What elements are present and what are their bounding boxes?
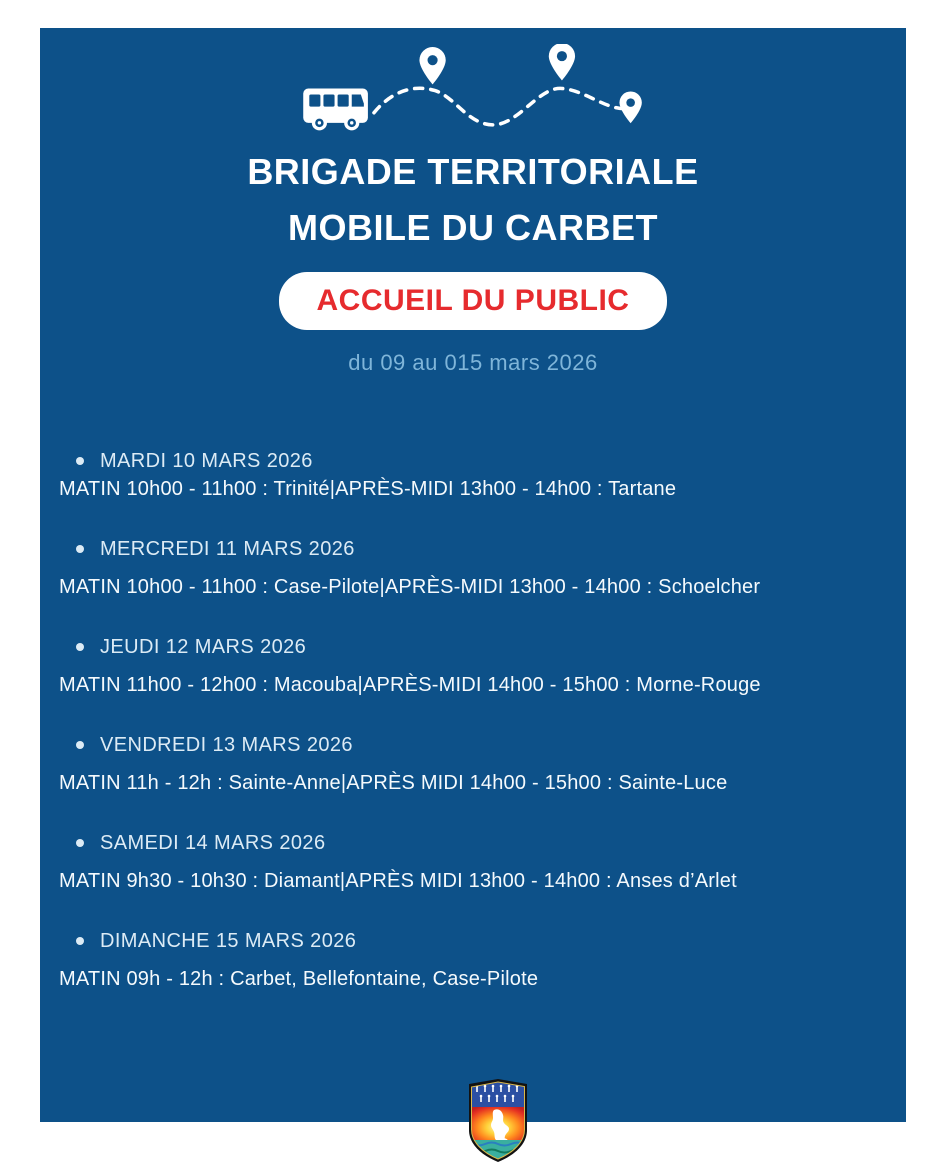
schedule-day-label: MARDI 10 MARS 2026 [100, 449, 313, 472]
schedule-day-label: VENDREDI 13 MARS 2026 [100, 733, 353, 756]
schedule-entry [59, 634, 882, 698]
schedule-day-label: SAMEDI 14 MARS 2026 [100, 831, 326, 854]
bus-icon [303, 88, 368, 130]
schedule-entry [59, 928, 882, 992]
schedule-detail: MATIN 11h00 - 12h00 : Macouba|APRÈS-MIDI 14h00 - 15h00 : Morne-Rouge [59, 673, 761, 696]
date-range: du 09 au 015 mars 2026 [348, 349, 598, 375]
schedule-detail: MATIN 11h - 12h : Sainte-Anne|APRÈS MIDI 14h00 - 15h00 : Sainte-Luce [59, 771, 728, 794]
schedule-entry [59, 830, 882, 894]
schedule-detail: MATIN 09h - 12h : Carbet, Bellefontaine, Case-Pilote [59, 967, 539, 990]
schedule-detail: MATIN 9h30 - 10h30 : Diamant|APRÈS MIDI 13h00 - 14h00 : Anses d’Arlet [59, 869, 737, 892]
map-pin-icon [419, 47, 445, 84]
schedule-day [76, 732, 882, 758]
route-graphic [283, 44, 663, 140]
schedule-entry [59, 536, 882, 600]
schedule-day-label: JEUDI 12 MARS 2026 [100, 635, 307, 658]
title-line-2: MOBILE DU CARBET [288, 206, 658, 248]
blue-panel [40, 28, 906, 1122]
schedule-day [76, 536, 882, 562]
schedule-day-label: MERCREDI 11 MARS 2026 [100, 537, 355, 560]
accueil-badge: ACCUEIL DU PUBLIC [279, 272, 668, 330]
page-title [40, 144, 906, 256]
schedule-day [76, 830, 882, 856]
schedule-detail: MATIN 10h00 - 11h00 : Trinité|APRÈS-MIDI 13h00 - 14h00 : Tartane [59, 477, 677, 500]
schedule-detail: MATIN 10h00 - 11h00 : Case-Pilote|APRÈS-MIDI 13h00 - 14h00 : Schoelcher [59, 575, 761, 598]
title-line-1: BRIGADE TERRITORIALE [247, 151, 699, 192]
schedule-day-label: DIMANCHE 15 MARS 2026 [100, 929, 357, 952]
schedule-day [76, 928, 882, 954]
bullet-dot-icon [76, 937, 84, 945]
schedule-day [76, 448, 882, 474]
map-pin-icon [619, 91, 641, 123]
route-dashed-line [374, 88, 625, 125]
bullet-dot-icon [76, 457, 84, 465]
bullet-dot-icon [76, 643, 84, 651]
badge-container [40, 272, 906, 330]
bullet-dot-icon [76, 545, 84, 553]
schedule-list [40, 448, 906, 992]
bullet-dot-icon [76, 839, 84, 847]
martinique-crest-logo [466, 1078, 530, 1163]
schedule-day [76, 634, 882, 660]
schedule-entry [59, 448, 882, 502]
bullet-dot-icon [76, 741, 84, 749]
schedule-entry [59, 732, 882, 796]
map-pin-icon [549, 44, 575, 80]
